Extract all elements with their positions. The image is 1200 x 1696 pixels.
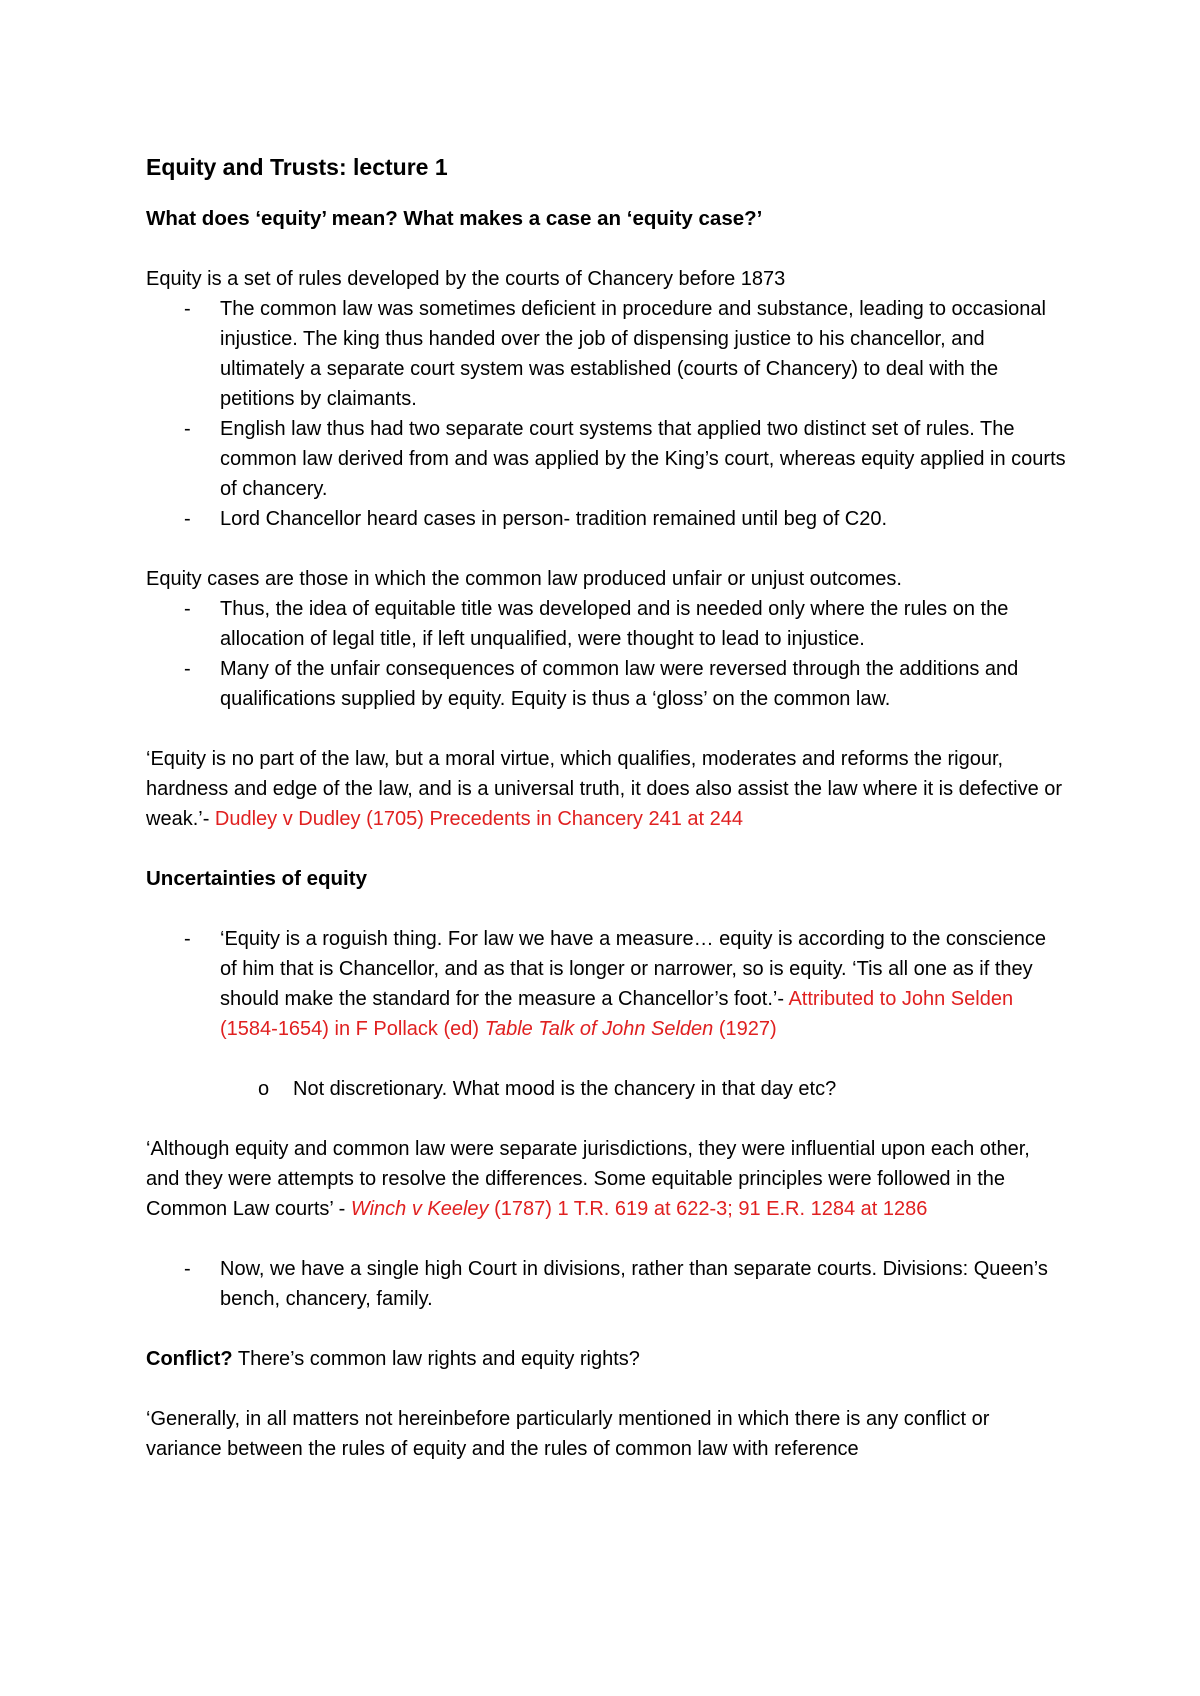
chancery-history-list bbox=[146, 294, 1066, 534]
source-citation: Attributed to John Selden (1584-1654) in F Pollack (ed) bbox=[220, 988, 1014, 1040]
document-title: Equity and Trusts: lecture 1 bbox=[146, 154, 448, 180]
generally-quote: ‘Generally, in all matters not hereinbefore particularly mentioned in which there is any conflict or variance between the rules of equity and the rules of common law with reference bbox=[146, 1408, 990, 1460]
spacer bbox=[146, 534, 1066, 564]
case-citation: (1787) 1 T.R. 619 at 622-3; 91 E.R. 1284 at 1286 bbox=[494, 1198, 928, 1220]
heading-equity-meaning: What does ‘equity’ mean? What makes a case an ‘equity case?’ bbox=[146, 207, 763, 230]
case-citation: Dudley v Dudley (1705) Precedents in Chancery 241 at 244 bbox=[214, 808, 744, 830]
conflict-paragraph bbox=[146, 1344, 1066, 1374]
quote-text: ‘Equity is a roguish thing. For law we have a measure… equity is according to the conscience of him that is Chancellor, and as that is longer or narrower, so is equity. ‘Tis all one as if they should make the standard for the measure a Chancellor’s foot.’- bbox=[220, 928, 1046, 1010]
case-name: Winch v Keeley bbox=[350, 1198, 489, 1220]
list-item: - Thus, the idea of equitable title was developed and is needed only where the rules on the allocation of legal title, if left unqualified, were thought to lead to injustice. bbox=[146, 594, 1066, 654]
list-item: - The common law was sometimes deficient in procedure and substance, leading to occasional injustice. The king thus handed over the job of dispensing justice to his chancellor, and ultimately a separate court system was established (courts of Chancery) to deal with the petitions by claimants. bbox=[146, 294, 1066, 414]
list-item: - Many of the unfair consequences of common law were reversed through the additions and qualifications supplied by equity. Equity is thus a ‘gloss’ on the common law. bbox=[146, 654, 1066, 714]
list-item bbox=[146, 924, 1066, 1044]
dudley-quote bbox=[146, 744, 1066, 834]
spacer bbox=[146, 1104, 1066, 1134]
equity-cases-definition: Equity cases are those in which the common law produced unfair or unjust outcomes. bbox=[146, 568, 902, 590]
winch-quote bbox=[146, 1134, 1066, 1224]
conflict-text: There’s common law rights and equity rights? bbox=[237, 1348, 640, 1370]
source-year: (1927) bbox=[718, 1018, 777, 1040]
quote-text: ‘Although equity and common law were separate jurisdictions, they were influential upon each other, and they were attempts to resolve the differences. Some equitable principles were followed in the Common Law courts’ - bbox=[146, 1138, 1030, 1220]
list-item: o Not discretionary. What mood is the chancery in that day etc? bbox=[146, 1074, 1066, 1104]
document-page bbox=[146, 150, 1066, 1464]
selden-list bbox=[146, 924, 1066, 1044]
source-title: Table Talk of John Selden bbox=[484, 1018, 714, 1040]
list-item: - Lord Chancellor heard cases in person- tradition remained until beg of C20. bbox=[146, 504, 1066, 534]
conflict-label: Conflict? bbox=[146, 1348, 233, 1370]
heading-uncertainties: Uncertainties of equity bbox=[146, 867, 367, 890]
equity-definition: Equity is a set of rules developed by the courts of Chancery before 1873 bbox=[146, 268, 786, 290]
list-item: - English law thus had two separate court systems that applied two distinct set of rules. The common law derived from and was applied by the King’s court, whereas equity applied in courts of chancery. bbox=[146, 414, 1066, 504]
spacer bbox=[146, 1314, 1066, 1344]
selden-sub-list bbox=[146, 1074, 1066, 1104]
spacer bbox=[146, 714, 1066, 744]
quote-text: ‘Equity is no part of the law, but a moral virtue, which qualifies, moderates and reforms the rigour, hardness and edge of the law, and is a universal truth, it does also assist the law where it is defective or weak.’- bbox=[146, 748, 1063, 830]
spacer bbox=[146, 1044, 1066, 1074]
equity-cases-list bbox=[146, 594, 1066, 714]
list-item: - Now, we have a single high Court in divisions, rather than separate courts. Divisions: Queen’s bench, chancery, family. bbox=[146, 1254, 1066, 1314]
divisions-list bbox=[146, 1254, 1066, 1314]
